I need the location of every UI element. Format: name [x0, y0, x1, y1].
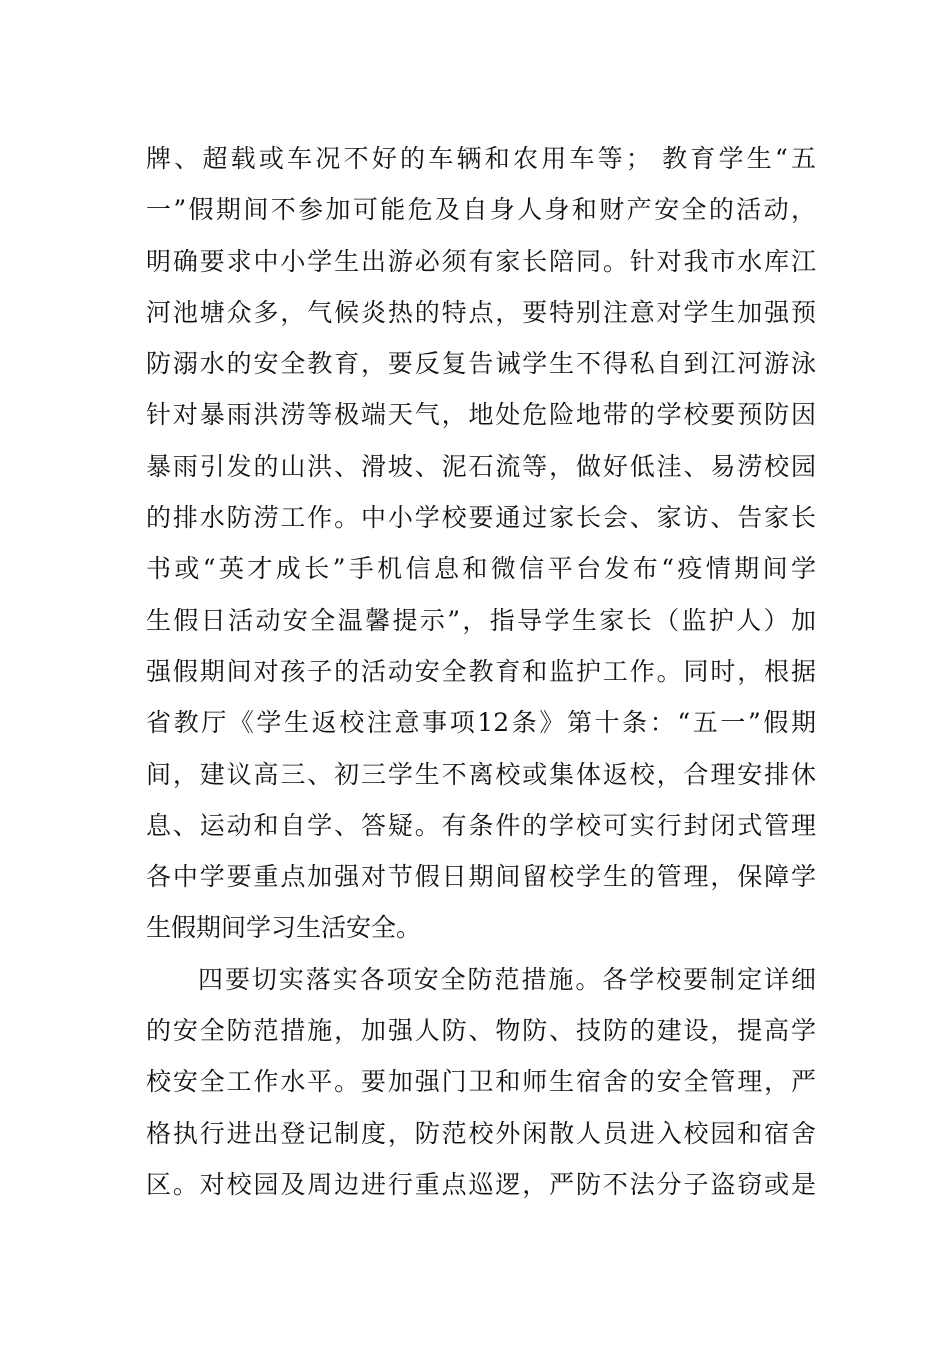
text-line: 各中学要重点加强对节假日期间留校学生的管理，保障学	[146, 862, 816, 892]
text-line: 暴雨引发的山洪、滑坡、泥石流等，做好低洼、易涝校园	[146, 451, 816, 481]
text-line: 一”假期间不参加可能危及自身人身和财产安全的活动，	[146, 195, 816, 225]
text-line: 格执行进出登记制度，防范校外闲散人员进入校园和宿舍	[146, 1118, 816, 1148]
text-line: 间，建议高三、初三学生不离校或集体返校，合理安排休	[146, 759, 816, 789]
text-line: 明确要求中小学生出游必须有家长陪同。针对我市水库江	[146, 246, 816, 276]
text-line: 强假期间对孩子的活动安全教育和监护工作。同时，根据	[146, 656, 816, 686]
text-line: 防溺水的安全教育，要反复告诫学生不得私自到江河游泳	[146, 349, 816, 379]
text-line: 省教厅《学生返校注意事项12条》第十条：“五一”假期	[146, 708, 816, 738]
text-line: 生假期间学习生活安全。	[146, 913, 422, 943]
text-line: 河池塘众多，气候炎热的特点，要特别注意对学生加强预	[146, 297, 816, 327]
text-line: 校安全工作水平。要加强门卫和师生宿舍的安全管理，严	[146, 1067, 816, 1097]
text-line: 四要切实落实各项安全防范措施。各学校要制定详细	[198, 964, 816, 994]
text-line: 的排水防涝工作。中小学校要通过家长会、家访、告家长	[146, 503, 816, 533]
text-line: 生假日活动安全温馨提示”，指导学生家长（监护人）加	[146, 605, 816, 635]
text-line: 的安全防范措施，加强人防、物防、技防的建设，提高学	[146, 1016, 816, 1046]
text-line: 息、运动和自学、答疑。有条件的学校可实行封闭式管理	[146, 810, 816, 840]
text-line: 书或“英才成长”手机信息和微信平台发布“疫情期间学	[146, 554, 816, 584]
text-line: 牌、超载或车况不好的车辆和农用车等； 教育学生“五	[146, 144, 816, 173]
document-body	[146, 133, 816, 1210]
text-line: 针对暴雨洪涝等极端天气，地处危险地带的学校要预防因	[146, 400, 816, 430]
text-line: 区。对校园及周边进行重点巡逻，严防不法分子盗窃或是	[146, 1169, 816, 1199]
